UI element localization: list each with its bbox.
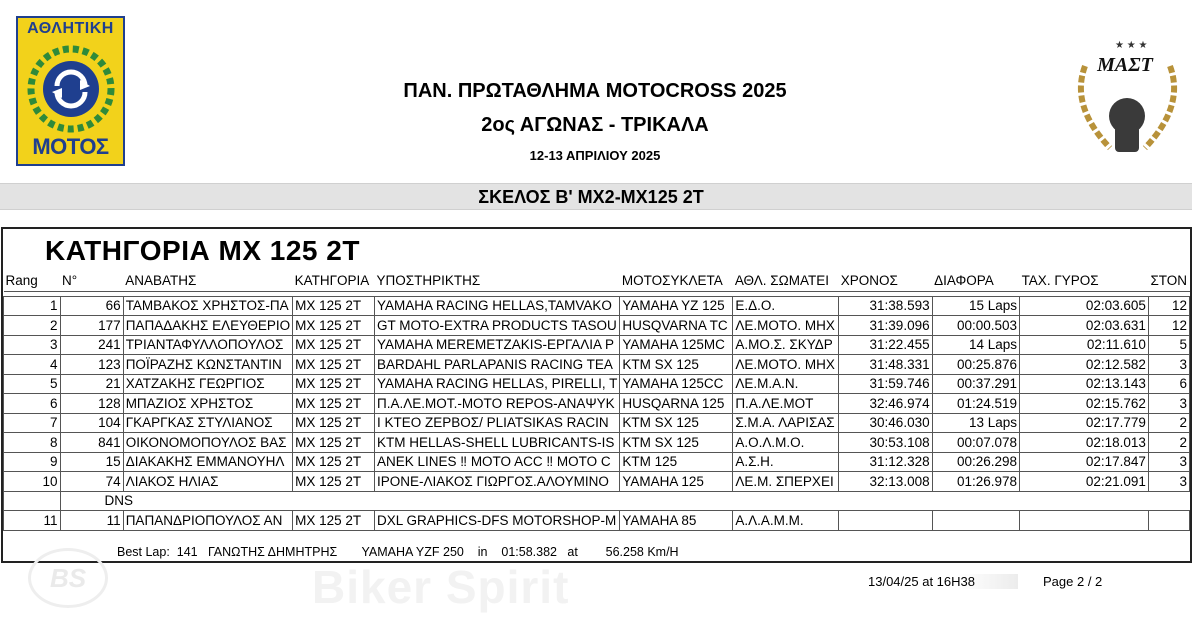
cell-ston: 6 xyxy=(1148,374,1189,394)
col-bike: ΜΟΤΟΣΥΚΛΕΤΑ xyxy=(621,273,723,289)
cell-diff: 00:25.876 xyxy=(932,355,1019,375)
dns-spacer xyxy=(4,491,61,511)
cell-diff: 01:24.519 xyxy=(932,394,1019,414)
event-dates: 12-13 ΑΠΡΙΛΙΟΥ 2025 xyxy=(529,148,661,163)
table-row xyxy=(4,316,1190,336)
cell-time: 31:59.746 xyxy=(839,374,932,394)
table-row xyxy=(4,452,1190,472)
cell-club: ΛΕ.Μ. ΣΠΕΡΧΕΙ xyxy=(733,472,839,492)
cell-sponsor: BARDAHL PARLAPANIS RACING TEA xyxy=(375,355,620,375)
cell-number: 241 xyxy=(60,335,123,355)
cell-number: 177 xyxy=(60,316,123,336)
best-lap-info: Best Lap: 141 ΓΑΝΩΤΗΣ ΔΗΜΗΤΡΗΣ YAMAHA YZF 250 in 01:58.382 at 56.258 Km/H xyxy=(117,545,679,559)
leg-banner xyxy=(0,183,1192,210)
championship-title: ΠΑΝ. ΠΡΩΤΑΘΛΗΜΑ MOTOCROSS 2025 xyxy=(403,80,787,102)
cell-time: 32:46.974 xyxy=(839,394,932,414)
biker-spirit-watermark-logo: BS xyxy=(28,548,108,608)
cell-diff xyxy=(932,511,1019,531)
cell-club: ΛΕ.ΜΟΤΟ. ΜΗΧ xyxy=(733,355,839,375)
col-time: ΧΡΟΝΟΣ xyxy=(840,273,898,289)
cell-ston: 5 xyxy=(1148,335,1189,355)
cell-rang: 7 xyxy=(4,413,61,433)
cell-rang: 6 xyxy=(4,394,61,414)
cell-best-lap xyxy=(1020,511,1149,531)
cell-bike: YAMAHA YZ 125 xyxy=(620,296,733,316)
cell-category: MX 125 2T xyxy=(293,316,375,336)
table-header-row xyxy=(4,271,1190,291)
cell-category: MX 125 2T xyxy=(293,335,375,355)
cell-sponsor: ΙΡΟΝΕ-ΛΙΑΚΟΣ ΓΙΩΡΓΟΣ.ΑΛΟΥΜΙΝΟ xyxy=(375,472,620,492)
cell-bike: YAMAHA 85 xyxy=(620,511,733,531)
cell-number: 74 xyxy=(60,472,123,492)
cell-diff: 13 Laps xyxy=(932,413,1019,433)
cell-rider: ΔΙΑΚΑΚΗΣ ΕΜΜΑΝΟΥΗΛ xyxy=(123,452,292,472)
table-row xyxy=(4,335,1190,355)
cell-bike: KTM SX 125 xyxy=(620,355,733,375)
cell-ston: 3 xyxy=(1148,355,1189,375)
cell-bike: KTM SX 125 xyxy=(620,413,733,433)
cell-best-lap: 02:12.582 xyxy=(1020,355,1149,375)
cell-time: 31:39.096 xyxy=(839,316,932,336)
cell-club: Α.Λ.Α.Μ.Μ. xyxy=(733,511,839,531)
cell-best-lap: 02:03.605 xyxy=(1020,296,1149,316)
svg-text:★ ★ ★: ★ ★ ★ xyxy=(1115,40,1148,51)
cell-sponsor: YAMAHA RACING HELLAS,TAMVAKO xyxy=(375,296,620,316)
cell-best-lap: 02:15.762 xyxy=(1020,394,1149,414)
cell-diff: 00:26.298 xyxy=(932,452,1019,472)
cell-category: MX 125 2T xyxy=(293,413,375,433)
cell-time: 31:12.328 xyxy=(839,452,932,472)
cell-category: MX 125 2T xyxy=(293,374,375,394)
cell-club: ΛΕ.ΜΟΤΟ. ΜΗΧ xyxy=(733,316,839,336)
leg-title: ΣΚΕΛΟΣ Β' MX2-MX125 2T xyxy=(478,187,704,207)
cell-best-lap: 02:03.631 xyxy=(1020,316,1149,336)
cell-category: MX 125 2T xyxy=(293,433,375,453)
cell-sponsor: GT MOTO-EXTRA PRODUCTS TASOU xyxy=(375,316,620,336)
cell-sponsor: DXL GRAPHICS-DFS MOTORSHOP-M xyxy=(375,511,620,531)
cell-rider: ΧΑΤΖΑΚΗΣ ΓΕΩΡΓΙΟΣ xyxy=(123,374,292,394)
cell-sponsor: ANEK LINES ‼ MOTO ACC ‼ MOTO C xyxy=(375,452,620,472)
cell-club: Π.Α.ΛΕ.ΜΟΤ xyxy=(733,394,839,414)
dns-section-row xyxy=(4,491,1190,511)
cell-rang: 2 xyxy=(4,316,61,336)
cell-time: 30:53.108 xyxy=(839,433,932,453)
cell-sponsor: KTM HELLAS-SHELL LUBRICANTS-IS xyxy=(375,433,620,453)
col-rang: Rang xyxy=(5,273,38,289)
dns-label: DNS xyxy=(60,491,1189,511)
cell-rider: ΠΟΪΡΑΖΗΣ ΚΩΝΣΤΑΝΤΙΝ xyxy=(123,355,292,375)
cell-rang: 8 xyxy=(4,433,61,453)
cell-ston: 2 xyxy=(1148,433,1189,453)
cell-diff: 00:37.291 xyxy=(932,374,1019,394)
cell-diff: 00:07.078 xyxy=(932,433,1019,453)
cell-sponsor: YAMAHA MEREMETZAKIS-ΕΡΓΑΛΙΑ Ρ xyxy=(375,335,620,355)
cell-category: MX 125 2T xyxy=(293,472,375,492)
cell-rider: ΓΚΑΡΓΚΑΣ ΣΤΥΛΙΑΝΟΣ xyxy=(123,413,292,433)
cell-sponsor: YAMAHA RACING HELLAS, PIRELLI, T xyxy=(375,374,620,394)
cell-rider: ΠΑΠΑΔΑΚΗΣ ΕΛΕΥΘΕΡΙΟ xyxy=(123,316,292,336)
cell-diff: 14 Laps xyxy=(932,335,1019,355)
cell-rang: 9 xyxy=(4,452,61,472)
cell-category: MX 125 2T xyxy=(293,355,375,375)
cell-rang: 5 xyxy=(4,374,61,394)
col-diff: ΔΙΑΦΟΡΑ xyxy=(934,273,994,289)
cell-bike: KTM SX 125 xyxy=(620,433,733,453)
logo-left-top-text: ΑΘΛΗΤΙΚΗ xyxy=(27,20,114,37)
cell-category: MX 125 2T xyxy=(293,394,375,414)
cell-category: MX 125 2T xyxy=(293,511,375,531)
logo-right-wordmark: ΜΑΣΤ xyxy=(1097,54,1153,76)
cell-time xyxy=(839,511,932,531)
cell-sponsor: Π.Α.ΛΕ.ΜΟΤ.-MOTO REPOS-ΑΝΑΨΥΚ xyxy=(375,394,620,414)
cell-club: Α.ΜΟ.Σ. ΣΚΥΔΡ xyxy=(733,335,839,355)
table-row xyxy=(4,511,1190,531)
cell-club: Α.Σ.Η. xyxy=(733,452,839,472)
cell-best-lap: 02:13.143 xyxy=(1020,374,1149,394)
cell-club: Ε.Δ.Ο. xyxy=(733,296,839,316)
col-best-lap: ΤΑΧ. ΓΥΡΟΣ xyxy=(1021,273,1099,289)
cell-category: MX 125 2T xyxy=(293,296,375,316)
cell-rider: ΠΑΠΑΝΔΡΙΟΠΟΥΛΟΣ ΑΝ xyxy=(123,511,292,531)
cell-bike: YAMAHA 125MC xyxy=(620,335,733,355)
cell-rider: ΤΑΜΒΑΚΟΣ ΧΡΗΣΤΟΣ-ΠΑ xyxy=(123,296,292,316)
col-rider: ΑΝΑΒΑΤΗΣ xyxy=(125,273,197,289)
cell-number: 128 xyxy=(60,394,123,414)
cell-rang: 1 xyxy=(4,296,61,316)
table-row xyxy=(4,472,1190,492)
cell-bike: HUSQVARNA TC xyxy=(620,316,733,336)
cell-rang: 3 xyxy=(4,335,61,355)
cell-category: MX 125 2T xyxy=(293,452,375,472)
event-title: 2ος ΑΓΩΝΑΣ - ΤΡΙΚΑΛΑ xyxy=(481,114,709,136)
table-row xyxy=(4,296,1190,316)
cell-best-lap: 02:17.847 xyxy=(1020,452,1149,472)
col-club: ΑΘΛ. ΣΩΜΑΤΕΙ xyxy=(734,273,829,289)
cell-ston: 3 xyxy=(1148,472,1189,492)
cell-rang: 4 xyxy=(4,355,61,375)
cell-rider: ΤΡΙΑΝΤΑΦΥΛΛΟΠΟΥΛΟΣ xyxy=(123,335,292,355)
col-number: N° xyxy=(62,273,78,289)
cell-time: 31:38.593 xyxy=(839,296,932,316)
cell-sponsor: Ι ΚΤΕΟ ΖΕΡΒΟΣ/ PLIATSIKAS RACIN xyxy=(375,413,620,433)
cell-best-lap: 02:21.091 xyxy=(1020,472,1149,492)
cell-ston: 12 xyxy=(1148,296,1189,316)
table-row xyxy=(4,355,1190,375)
cell-ston: 2 xyxy=(1148,413,1189,433)
cell-number: 11 xyxy=(60,511,123,531)
col-ston: ΣΤΟΝ xyxy=(1150,273,1188,289)
cell-rang: 10 xyxy=(4,472,61,492)
cell-diff: 01:26.978 xyxy=(932,472,1019,492)
cell-number: 104 xyxy=(60,413,123,433)
cell-time: 30:46.030 xyxy=(839,413,932,433)
cell-club: Σ.Μ.Α. ΛΑΡΙΣΑΣ xyxy=(733,413,839,433)
biker-spirit-watermark: Biker Spirit xyxy=(312,561,570,613)
table-row xyxy=(4,374,1190,394)
cell-time: 31:22.455 xyxy=(839,335,932,355)
cell-rider: ΜΠΑΖΙΟΣ ΧΡΗΣΤΟΣ xyxy=(123,394,292,414)
category-title: ΚΑΤΗΓΟΡΙΑ MX 125 2T xyxy=(45,235,360,266)
cell-number: 66 xyxy=(60,296,123,316)
logo-left-bottom-text: ΜΟΤΟΣ xyxy=(32,134,109,159)
cell-best-lap: 02:17.779 xyxy=(1020,413,1149,433)
cell-rider: ΛΙΑΚΟΣ ΗΛΙΑΣ xyxy=(123,472,292,492)
cell-bike: YAMAHA 125CC xyxy=(620,374,733,394)
cell-bike: HUSQARNA 125 xyxy=(620,394,733,414)
cell-ston: 12 xyxy=(1148,316,1189,336)
cell-best-lap: 02:11.610 xyxy=(1020,335,1149,355)
cell-number: 123 xyxy=(60,355,123,375)
cell-rider: ΟΙΚΟΝΟΜΟΠΟΥΛΟΣ ΒΑΣ xyxy=(123,433,292,453)
cell-ston: 3 xyxy=(1148,394,1189,414)
results-table xyxy=(3,271,1190,531)
cell-ston: 3 xyxy=(1148,452,1189,472)
table-row xyxy=(4,433,1190,453)
table-row xyxy=(4,413,1190,433)
cell-rang: 11 xyxy=(4,511,61,531)
print-timestamp: 13/04/25 at 16H38 xyxy=(868,574,1018,589)
cell-club: ΛΕ.Μ.Α.Ν. xyxy=(733,374,839,394)
col-category: ΚΑΤΗΓΟΡΙΑ xyxy=(294,273,370,289)
cell-club: Α.Ο.Λ.Μ.Ο. xyxy=(733,433,839,453)
cell-bike: YAMAHA 125 xyxy=(620,472,733,492)
cell-bike: KTM 125 xyxy=(620,452,733,472)
cell-number: 841 xyxy=(60,433,123,453)
cell-diff: 00:00.503 xyxy=(932,316,1019,336)
cell-time: 31:48.331 xyxy=(839,355,932,375)
cell-number: 15 xyxy=(60,452,123,472)
cell-ston xyxy=(1148,511,1189,531)
col-sponsor: ΥΠΟΣΤΗΡΙΚΤΗΣ xyxy=(376,273,481,289)
cell-number: 21 xyxy=(60,374,123,394)
cell-time: 32:13.008 xyxy=(839,472,932,492)
table-row xyxy=(4,394,1190,414)
cell-diff: 15 Laps xyxy=(932,296,1019,316)
results-panel xyxy=(1,227,1192,563)
cell-best-lap: 02:18.013 xyxy=(1020,433,1149,453)
page-number: Page 2 / 2 xyxy=(1043,574,1103,589)
